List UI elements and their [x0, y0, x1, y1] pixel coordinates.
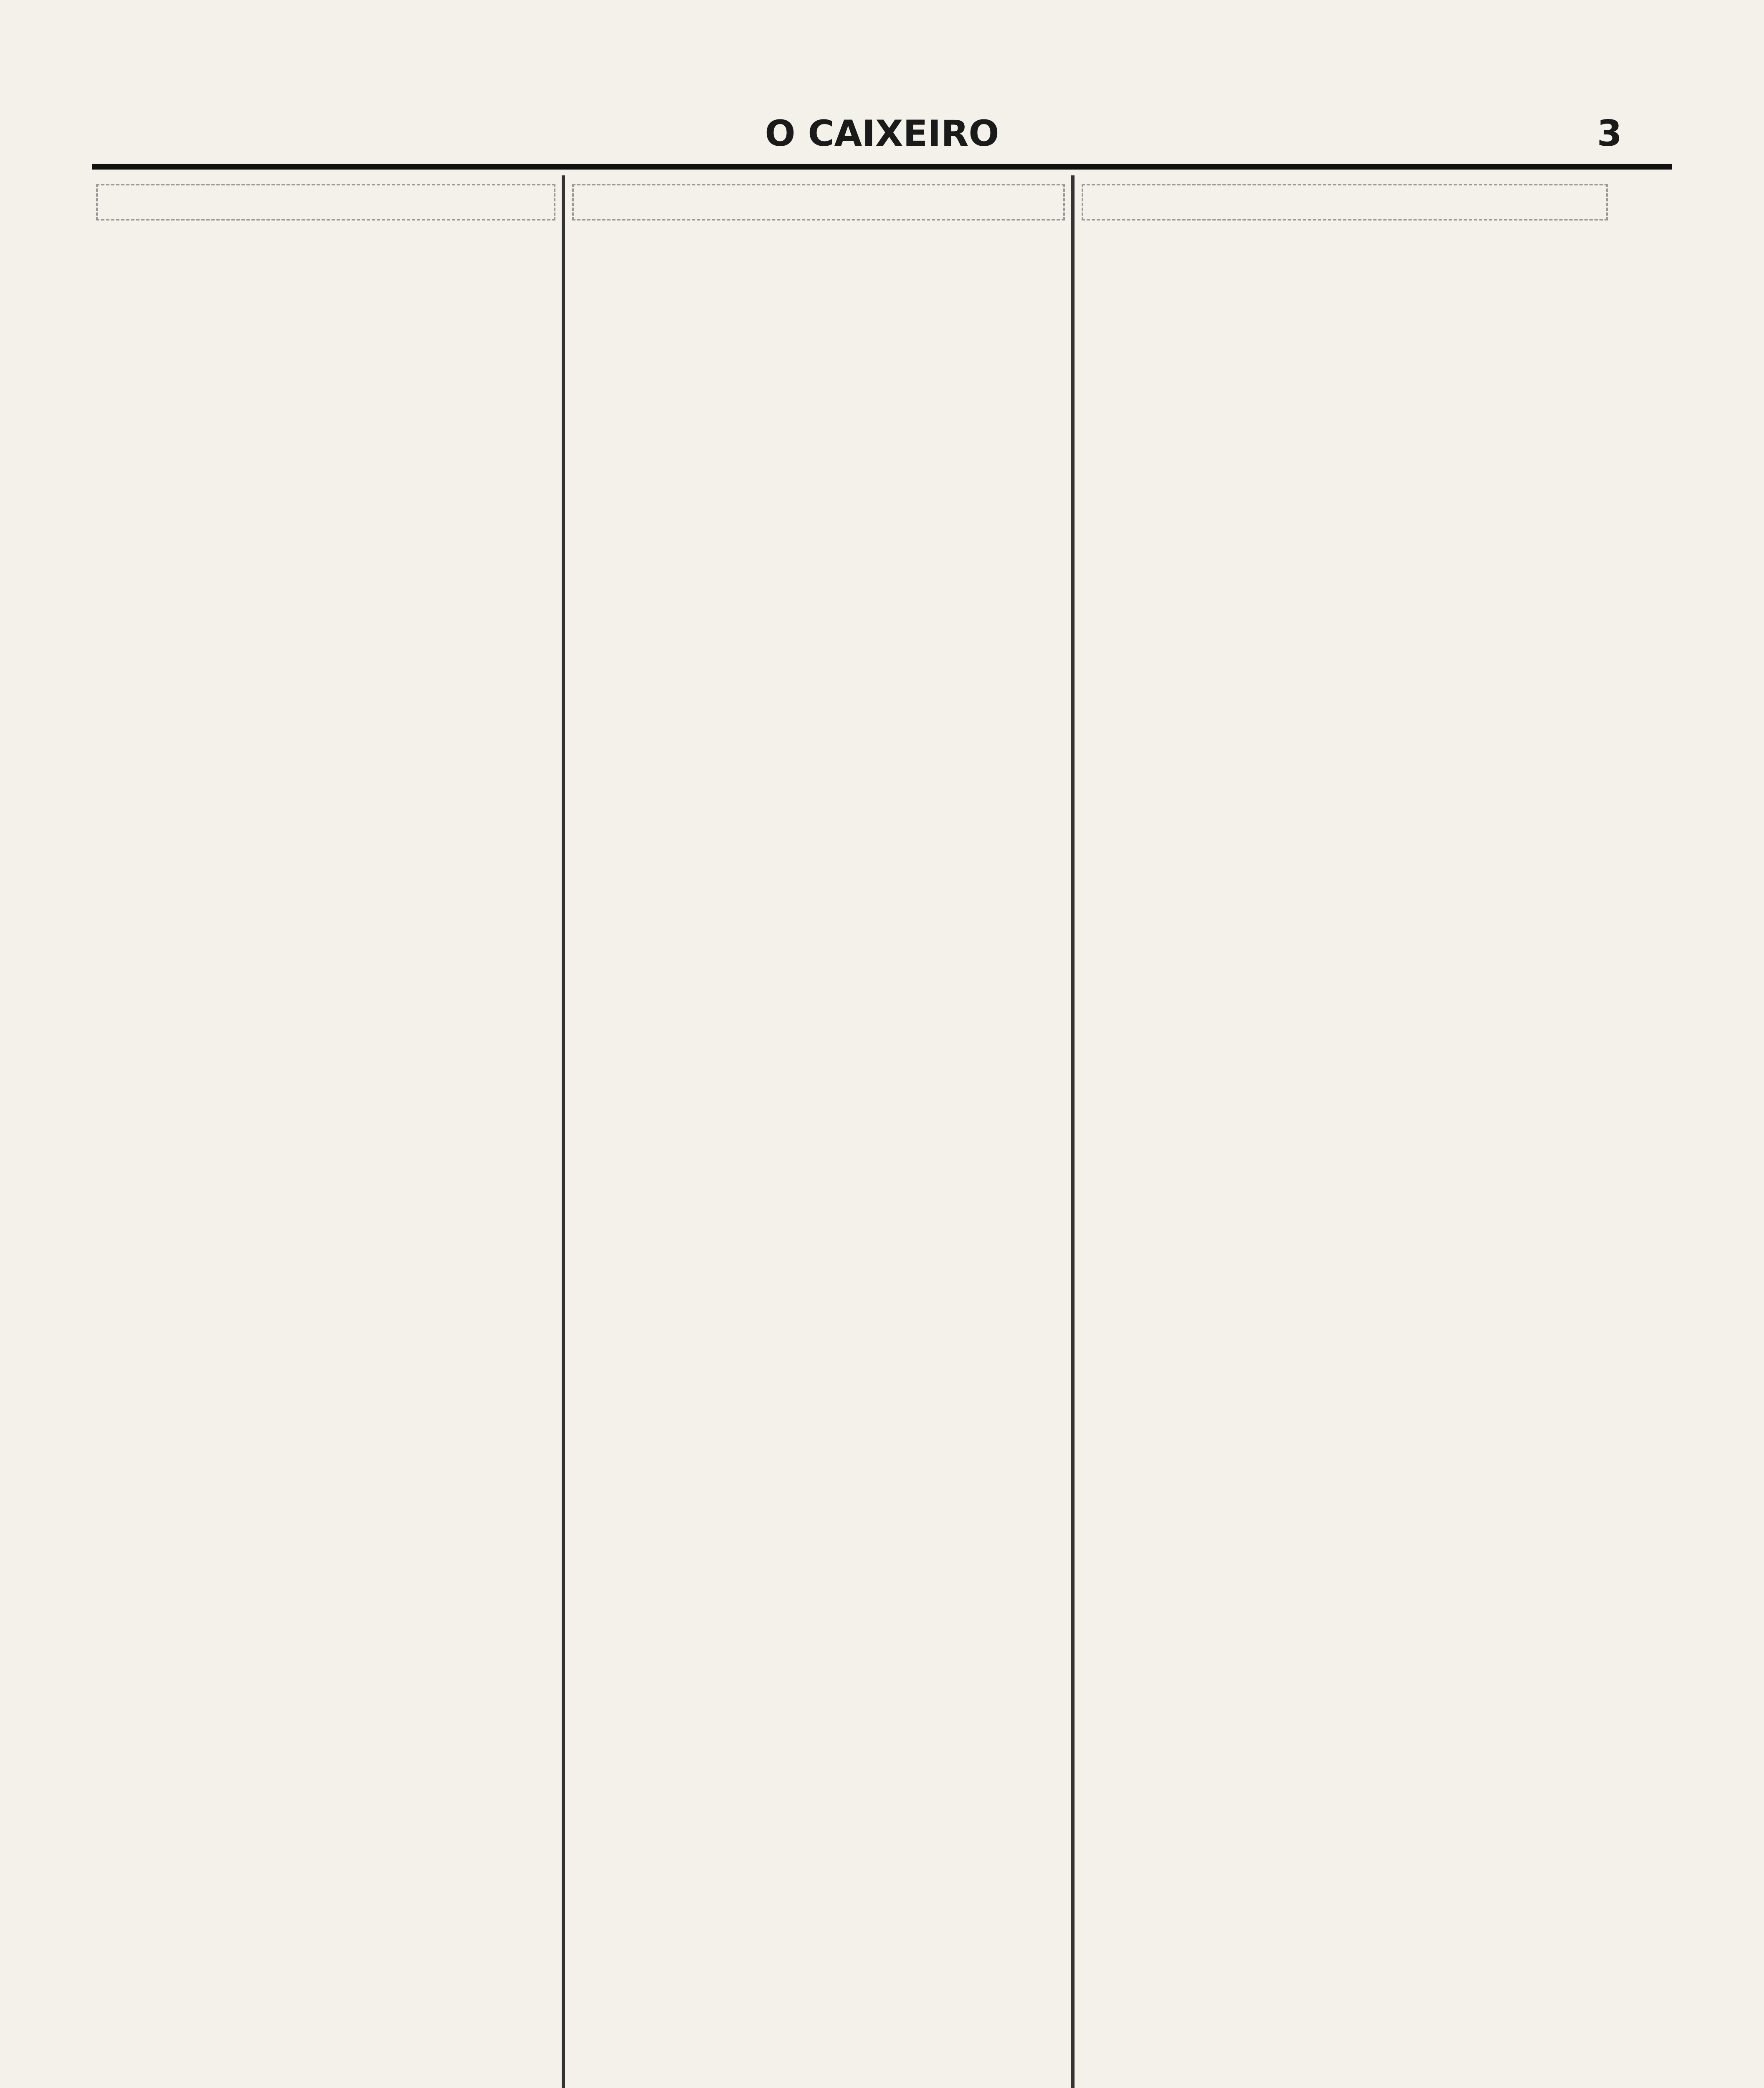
column-2-placeholder — [572, 184, 1065, 220]
page-title: O CAIXEIRO — [765, 113, 999, 155]
header-rule — [92, 164, 1672, 170]
column-1-placeholder — [96, 184, 555, 220]
column-2 — [572, 184, 1065, 2088]
column-3-placeholder — [1082, 184, 1608, 220]
column-1 — [96, 184, 555, 2088]
column-divider-2 — [1071, 175, 1075, 2088]
column-divider-1 — [562, 175, 565, 2088]
page-number: 3 — [1597, 113, 1622, 155]
column-3 — [1082, 184, 1608, 2088]
